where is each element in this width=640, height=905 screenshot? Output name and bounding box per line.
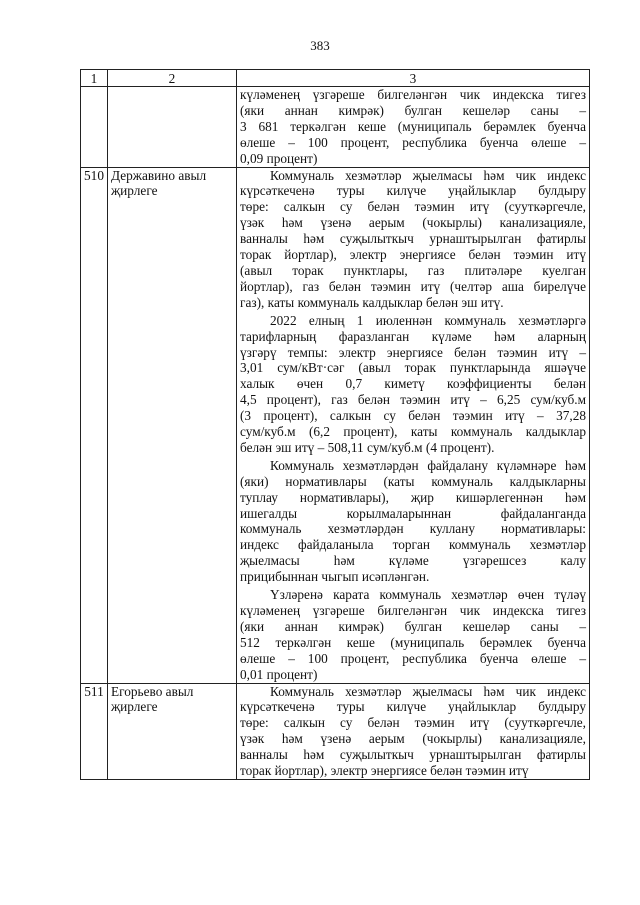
- text-line: (3 процент), салкын су белән тәэмин итү – 37,28: [240, 408, 586, 424]
- text-line: газ), каты коммуналь калдыклар белән эш итү.: [240, 294, 504, 310]
- settlement-name-line: Державино авыл: [111, 167, 207, 183]
- text-line: өлеше – 100 процент, республика буенча өлеше –: [240, 650, 586, 666]
- text-line: индекс файдаланыла торган коммуналь хезмәтләр: [240, 537, 586, 553]
- text-line: 0,01 процент): [240, 666, 318, 682]
- text-line: торак йортлар), электр энергиясе белән тәэмин итү: [240, 763, 529, 779]
- settlement-name-line: Егорьево авыл: [111, 683, 194, 699]
- text-line: үзәк һәм үзенә аерым (чокырлы) канализацияле,: [240, 731, 586, 747]
- text-line: (авыл торак пунктлары, газ плитәләре куелган: [240, 262, 586, 278]
- table-body: [81, 87, 590, 780]
- text-line: 0,09 процент): [240, 150, 318, 166]
- settlement-name: [108, 167, 237, 683]
- data-table: [80, 69, 590, 780]
- text-line: ишегалды корылмаларыннан файдаланганда: [240, 505, 586, 521]
- row-number: 510: [81, 167, 108, 683]
- text-line: туплау нормативлары), җир кишәрлегеннән һәм: [240, 489, 586, 505]
- row-number: [81, 87, 108, 168]
- text-line: 3 681 теркәлгән кеше (муниципаль берәмлек буенча: [240, 118, 586, 134]
- text-line: тарифларның фаразланган күләме һәм аларның: [240, 328, 586, 344]
- text-line: күләменең үзгәреше билгеләнгән чик индекска тигез: [240, 603, 586, 618]
- text-line: үзәк һәм үзенә аерым (чокырлы) канализацияле,: [240, 215, 586, 231]
- text-line: төре: салкын су белән тәэмин итү (сууткәргечле,: [240, 715, 586, 731]
- description-cell: [237, 87, 590, 168]
- text-line: торак йортлар), электр энергиясе белән тәэмин итү: [240, 247, 586, 263]
- table-row: [81, 167, 590, 683]
- text-line: Үзләренә карата коммуналь хезмәтләр өчен түләү: [270, 587, 586, 603]
- text-line: күрсәткеченә туры килүче уңайлыклар булдыру: [240, 183, 586, 199]
- settlement-name-line: җирлеге: [111, 183, 158, 199]
- settlement-name: [108, 683, 237, 779]
- text-line: үзгәрү темпы: электр энергиясе белән тәэмин итү –: [240, 344, 586, 360]
- text-line: төре: салкын су белән тәэмин итү (сууткәргечле,: [240, 199, 586, 215]
- column-header: 3: [237, 70, 590, 87]
- text-line: белән эш итү – 508,11 сум/куб.м (4 процент).: [240, 439, 495, 455]
- column-header: 1: [81, 70, 108, 87]
- text-line: коммуналь хезмәтләрдән куллану нормативлары:: [240, 521, 586, 537]
- text-line: халык өчен 0,7 киметү коэффициенты белән: [240, 376, 586, 392]
- column-header: 2: [108, 70, 237, 87]
- table-row: [81, 683, 590, 779]
- description-cell: [237, 167, 590, 683]
- text-line: 4,5 процент), газ белән тәэмин итү – 6,25 сум/куб.м: [240, 392, 586, 408]
- row-number: 511: [81, 683, 108, 779]
- table-header-row: [81, 70, 590, 87]
- page-number: 383: [310, 38, 330, 53]
- text-line: прицибыннан чыгып исәпләнгән.: [240, 569, 430, 585]
- text-line: 512 теркәлгән кеше (муниципаль берәмлек буенча: [240, 634, 586, 650]
- settlement-name: [108, 87, 237, 168]
- description-cell: [237, 683, 590, 779]
- text-line: Коммуналь хезмәтләр җыелмасы һәм чик индекс: [270, 167, 586, 183]
- table-row: [81, 87, 590, 168]
- text-line: җыелмасы һәм күләме үзгәрешсез калу: [240, 553, 586, 569]
- text-line: (яки аннан кимрәк) булган кешеләр саны –: [240, 618, 586, 634]
- text-line: күрсәткеченә туры килүче уңайлыклар булдыру: [240, 699, 586, 715]
- text-line: 2022 елның 1 июленнән коммуналь хезмәтләргә: [270, 312, 586, 328]
- text-line: ванналы һәм суҗылыткыч урнаштырылган фатирлы: [240, 747, 586, 763]
- text-line: Коммуналь хезмәтләр җыелмасы һәм чик индекс: [270, 683, 586, 699]
- text-line: Коммуналь хезмәтләрдән файдалану күләмнәре һәм: [270, 457, 586, 473]
- text-line: 3,01 сум/кВт·сәг (авыл торак пунктларында яшәүче: [240, 360, 586, 376]
- text-line: күләменең үзгәреше билгеләнгән чик индекска тигез: [240, 87, 586, 102]
- text-line: (яки) нормативлары (каты коммуналь калдыкларны: [240, 473, 586, 489]
- text-line: сум/куб.м (6,2 процент), каты коммуналь калдыклар: [240, 424, 586, 440]
- text-line: ванналы һәм суҗылыткыч урнаштырылган фатирлы: [240, 231, 586, 247]
- settlement-name-line: җирлеге: [111, 699, 158, 715]
- text-line: (яки аннан кимрәк) булган кешеләр саны –: [240, 102, 586, 118]
- text-line: йортлар), газ белән тәэмин итү (челтәр аша бирелүче: [240, 278, 586, 294]
- text-line: өлеше – 100 процент, республика буенча өлеше –: [240, 134, 586, 150]
